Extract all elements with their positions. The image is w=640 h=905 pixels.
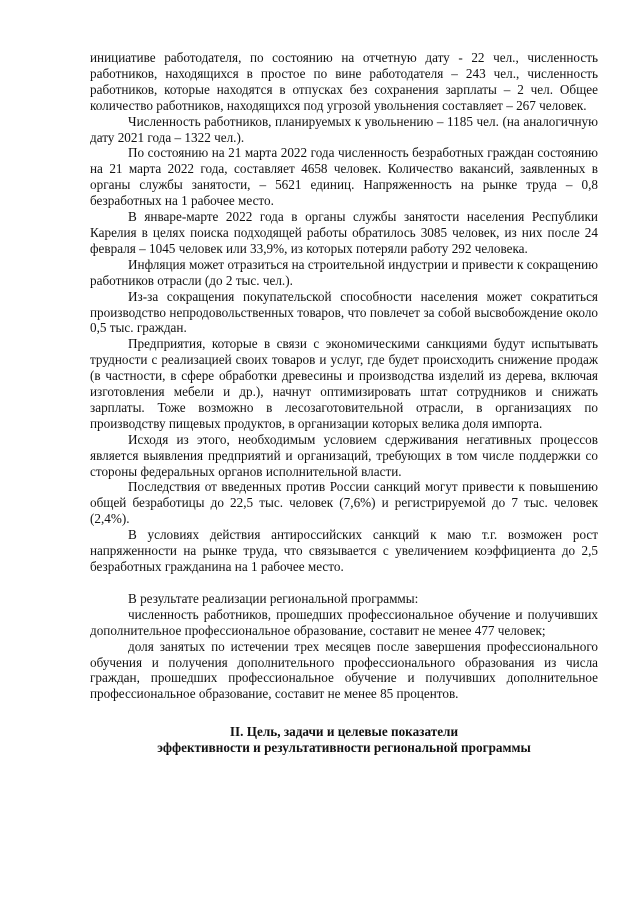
paragraph-5: Инфляция может отразиться на строительной индустрии и привести к сокращению работников отрасли (до 2 тыс. чел.). [90,256,598,288]
section-heading-line-2: эффективности и результативности региональной программы [157,740,531,756]
results-intro: В результате реализации региональной программы: [128,590,419,606]
paragraph-3: По состоянию на 21 марта 2022 года численность безработных граждан состоянию на 21 марта 2022 года, составляет 4658 человек. Количество вакансий, заявленных в органы службы занятости, – 5621 единиц. Напряженность на рынке труда – 0,8 безработных на 1 рабочее место. [90,145,598,209]
body-text [90,50,598,756]
paragraph-8: Исходя из этого, необходимым условием сдерживания негативных процессов является выявления предприятий и организаций, требующих в том числе поддержки со стороны федеральных органов исполнительной власти. [90,431,598,479]
paragraph-7: Предприятия, которые в связи с экономическими санкциями будут испытывать трудности с реализацией своих товаров и услуг, где будет происходить снижение продаж (в частности, в сфере обработки древесины и производства изделий из дерева, включая изготовления мебели и др.), начнут оптимизировать штат сотрудников и снижать зарплаты. Тоже возможно в лесозаготовительной отрасли, в организациях по производству пищевых продуктов, в организации которых велика доля импорта. [90,336,598,431]
spacer [90,702,598,724]
paragraph-9: Последствия от введенных против России санкций могут привести к повышению общей безработицы до 22,5 тыс. человек (7,6%) и регистрируемой до 7 тыс. человек (2,4%). [90,479,598,527]
section-heading-line-1: II. Цель, задачи и целевые показатели [229,724,459,740]
spacer [90,575,598,591]
paragraph-6: Из-за сокращения покупательской способности населения может сократиться производство непродовольственных товаров, что повлечет за собой высвобождение около 0,5 тыс. граждан. [90,288,598,336]
paragraph-1: инициативе работодателя, по состоянию на отчетную дату - 22 чел., численность работников, находящихся в простое по вине работодателя – 243 чел., численность работников, которые находятся в отпусках без сохранения зарплаты – 2 чел. Общее количество работников, находящихся под угрозой увольнения составляет – 267 человек. [90,50,598,113]
paragraph-10: В условиях действия антироссийских санкций к маю т.г. возможен рост напряженности на рынке труда, что связывается с увеличением коэффициента до 2,5 безработных гражданина на 1 рабочее место. [90,527,598,574]
results-item-2: доля занятых по истечении трех месяцев после завершения профессионального обучения и получения дополнительного профессионального образования из числа граждан, прошедших профессиональное обучение и получивших дополнительное профессиональное образование, составит не менее 85 процентов. [90,638,598,702]
paragraph-4: В январе-марте 2022 года в органы службы занятости населения Республики Карелия в целях поиска подходящей работы обратилось 3085 человек, из них после 24 февраля – 1045 человек или 33,9%, из которых потеряли работу 292 человека. [90,209,598,256]
paragraph-2: Численность работников, планируемых к увольнению – 1185 чел. (на аналогичную дату 2021 года – 1322 чел.). [90,113,598,145]
results-item-1: численность работников, прошедших профессиональное обучение и получивших дополнительное профессиональное образование, составит не менее 477 человек; [90,606,598,638]
